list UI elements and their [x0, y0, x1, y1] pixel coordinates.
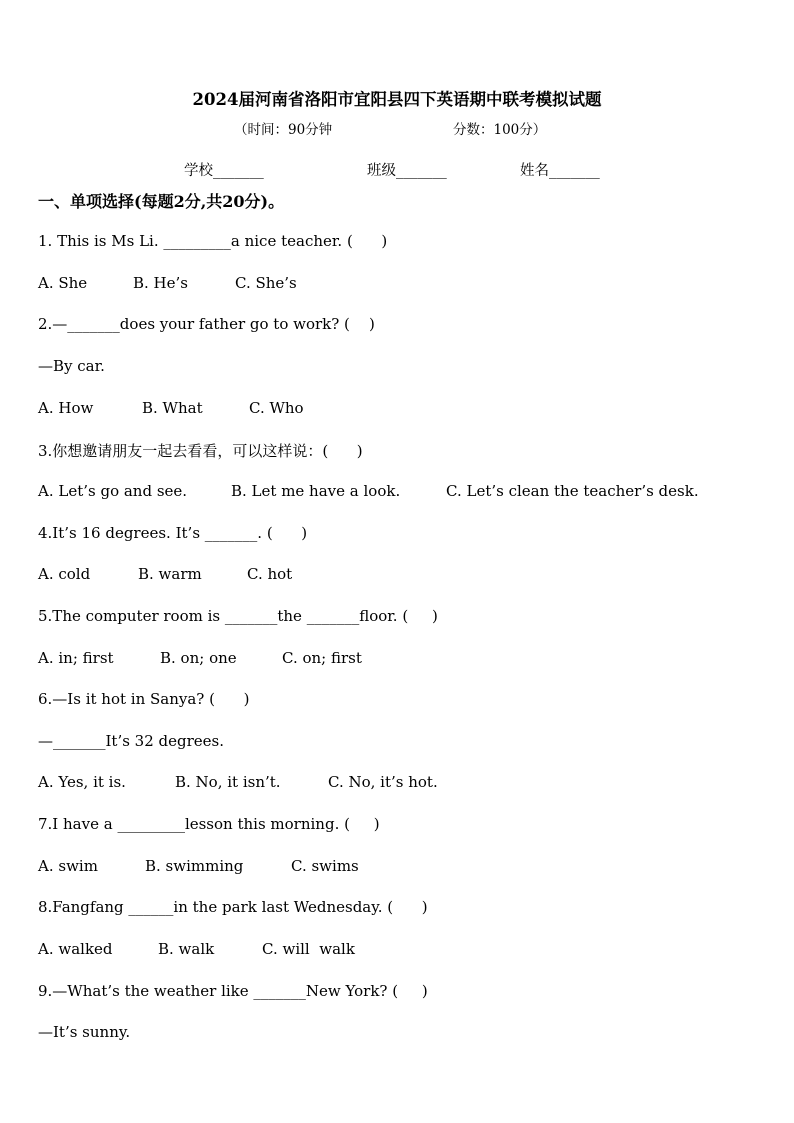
question-4-stem: 4.It’s 16 degrees. It’s _______. ( )	[38, 524, 308, 542]
question-6-option-b: B. No, it isn’t.	[175, 773, 281, 791]
class-field: 班级_______	[367, 163, 447, 179]
question-5-stem: 5.The computer room is _______the _______floor. ( )	[38, 607, 438, 625]
question-8-option-c: C. will walk	[262, 940, 355, 958]
name-field: 姓名_______	[520, 163, 600, 179]
school-field: 学校_______	[184, 163, 264, 179]
question-2-option-a: A. How	[38, 399, 94, 417]
question-1-option-c: C. She’s	[235, 274, 297, 292]
question-2-stem: 2.—_______does your father go to work? ( )	[38, 315, 375, 333]
question-6-stem: 6.—Is it hot in Sanya? ( )	[38, 690, 250, 708]
question-1-stem: 1. This is Ms Li. _________a nice teacher. ( )	[38, 232, 388, 250]
question-8-option-b: B. walk	[158, 940, 215, 958]
question-2-option-c: C. Who	[249, 399, 304, 417]
question-7-option-a: A. swim	[38, 857, 98, 875]
question-6-answer-line: —_______It’s 32 degrees.	[38, 732, 225, 750]
question-7-option-b: B. swimming	[145, 857, 244, 875]
question-9-answer-line: —It’s sunny.	[38, 1023, 131, 1041]
question-8-stem: 8.Fangfang ______in the park last Wednesday. ( )	[38, 898, 428, 916]
question-3-stem: 3.你想邀请朋友一起去看看，可以这样说：( )	[38, 442, 363, 460]
question-2-option-b: B. What	[142, 399, 203, 417]
question-3-option-c: C. Let’s clean the teacher’s desk.	[446, 482, 699, 500]
question-6-option-c: C. No, it’s hot.	[328, 773, 438, 791]
question-5-option-c: C. on; first	[282, 649, 362, 667]
question-4-option-b: B. warm	[138, 565, 202, 583]
question-3-option-b: B. Let me have a look.	[231, 482, 401, 500]
exam-time: （时间：90分钟	[234, 122, 333, 138]
question-1-option-b: B. He’s	[133, 274, 188, 292]
question-7-option-c: C. swims	[291, 857, 359, 875]
question-5-option-b: B. on; one	[160, 649, 237, 667]
question-9-stem: 9.—What’s the weather like _______New York? ( )	[38, 982, 428, 1000]
question-4-option-c: C. hot	[247, 565, 293, 583]
exam-score: 分数：100分）	[453, 122, 547, 138]
question-7-stem: 7.I have a _________lesson this morning. ( )	[38, 815, 380, 833]
question-2-answer-line: —By car.	[38, 357, 105, 375]
question-5-option-a: A. in; first	[38, 649, 114, 667]
question-6-option-a: A. Yes, it is.	[38, 773, 126, 791]
question-8-option-a: A. walked	[38, 940, 113, 958]
exam-title: 2024届河南省洛阳市宜阳县四下英语期中联考模拟试题	[192, 90, 602, 109]
section-heading: 一、单项选择(每题2分,共20分)。	[38, 192, 285, 211]
question-1-option-a: A. She	[38, 274, 88, 292]
question-3-option-a: A. Let’s go and see.	[38, 482, 188, 500]
question-4-option-a: A. cold	[38, 565, 91, 583]
